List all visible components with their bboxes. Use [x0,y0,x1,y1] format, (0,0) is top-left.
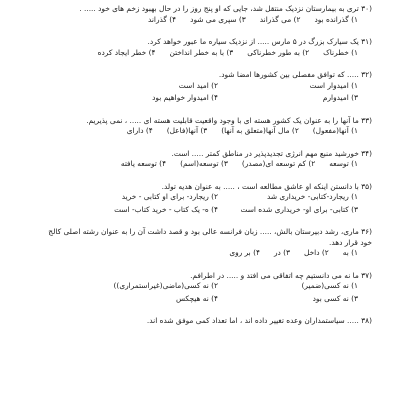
option-1: ۱) توسعه [329,159,358,168]
question-number: ۳۵) [361,181,372,191]
question-stem [18,182,372,193]
option-2: ۲) نه کسی(ماضی(غیراستمراری)) [113,281,218,290]
option-2: ۲) امید است [178,80,218,90]
option-list [88,192,372,215]
option-list [18,48,372,59]
option-1: ۱) آنها(مفعول) [312,126,358,135]
question-stem [18,37,372,48]
question-number: ۳۸) [361,316,372,325]
option-list [88,281,372,304]
option-2: ۲) می گذراند [259,14,301,24]
question-text: ما نه می دانستیم چه اتفاقی می افتد و ..... در اطرافم. [190,270,359,280]
question-number: ۳۰) [361,4,372,13]
option-1: ۱) به [342,248,358,257]
option-1: ۱) گذرانده بود [314,14,358,24]
question-text: ..... که توافق مفصلی بین کشورها امضا شود. [218,70,359,79]
option-1: ۱) ریجارد-کتابی- خریداری شد [266,192,358,201]
option-list [18,248,372,259]
option-list [18,15,372,26]
option-2: ۲) ریجارد- برای او کتابی - خرید [121,192,218,201]
question-text: ماری، رشد دبیرستان بالش، ..... زبان فرانسه عالی بود و قصد داشت آن را به عنوان رشته اصلی کالج [48,227,359,236]
question-33 [18,116,372,137]
question-number: ۳۳) [361,115,372,125]
question-37 [18,271,372,305]
option-2: ۲) داخل [304,248,329,257]
question-30 [18,4,372,25]
option-1: ۱) نه کسی(ضمیر) [301,281,358,290]
option-2: ۲) کم توسعه ای(مصدر) [241,159,316,168]
option-2: ۲) مال آنها(متعلق به آنها) [221,126,299,135]
question-38 [18,316,372,327]
question-36 [18,227,372,259]
option-4: ۴) ه- یک کتاب - خرید کتاب- است [114,204,218,214]
question-stem [18,116,372,127]
question-stem [18,271,372,282]
question-stem [18,227,372,238]
option-3: ۳) با به خطر انداختن [169,47,234,57]
question-text: خورشید منبع مهم انرژی تجدیدپذیر در مناطق کمتر ..... است. [171,148,359,158]
question-31 [18,37,372,58]
option-list [18,159,372,170]
question-number: ۳۲) [361,70,372,79]
question-stem [18,70,372,81]
option-2: ۲) به طور خطرناکی [247,47,310,57]
option-4: ۴) امیدوار خواهیم بود [152,93,218,102]
question-stem [18,4,372,15]
option-list [18,126,372,137]
option-4: ۴) دارای [126,126,153,135]
question-text: ما آنها را به عنوان یک کشور هسته ای با وجود واقعیت قابلیت هسته ای ..... ، نمی پذیریم. [86,115,359,125]
option-3: ۳) توسعه(اسم) [180,159,228,168]
question-text: با دانستن اینکه او عاشق مطالعه است ، ..... به عنوان هدیه تولد. [161,181,359,191]
option-3: ۳) نه کسی بود [312,293,358,303]
option-3: ۳) امیدوارم [322,93,358,102]
question-stem [18,316,372,327]
option-4: ۴) نه هیچکس [176,293,218,303]
option-3: ۳) آنها(فاعل) [166,126,208,135]
question-number: ۳۶) [361,227,372,236]
option-3: ۳) سپری می شود [190,14,246,24]
question-35 [18,182,372,216]
option-4: ۴) خطر ایجاد کرده [97,47,156,57]
question-text: ..... سیاستمداران وعده تغییر داده اند ، اما تعداد کمی موفق شده اند. [146,316,359,325]
question-stem [18,149,372,160]
option-1: ۱) خطرناک [323,47,358,57]
question-34 [18,149,372,170]
question-number: ۳۱) [361,37,372,46]
question-number: ۳۴) [361,148,372,158]
option-1: ۱) امیدوار است [309,80,358,90]
option-3: ۳) در [273,248,291,257]
option-list [88,81,372,104]
option-4: ۴) توسعه یافته [120,159,167,168]
question-number: ۳۷) [361,270,372,280]
question-32 [18,70,372,104]
question-text: تری به بیمارستان نزدیک منتقل شد، جایی که او پنج روز را در حال بهبود زخم های خود ..... . [79,4,359,13]
question-text: یک سیارک بزرگ در ۵ مارس ..... از نزدیک سیاره ما عبور خواهد کرد. [147,37,359,46]
question-text-continued: خود قرار دهد. [328,237,372,247]
option-4: ۴) بر روی [229,248,260,257]
option-4: ۴) گذراند [147,14,177,24]
option-3: ۳) کتابی- برای او- خریداری شده است [240,204,358,214]
